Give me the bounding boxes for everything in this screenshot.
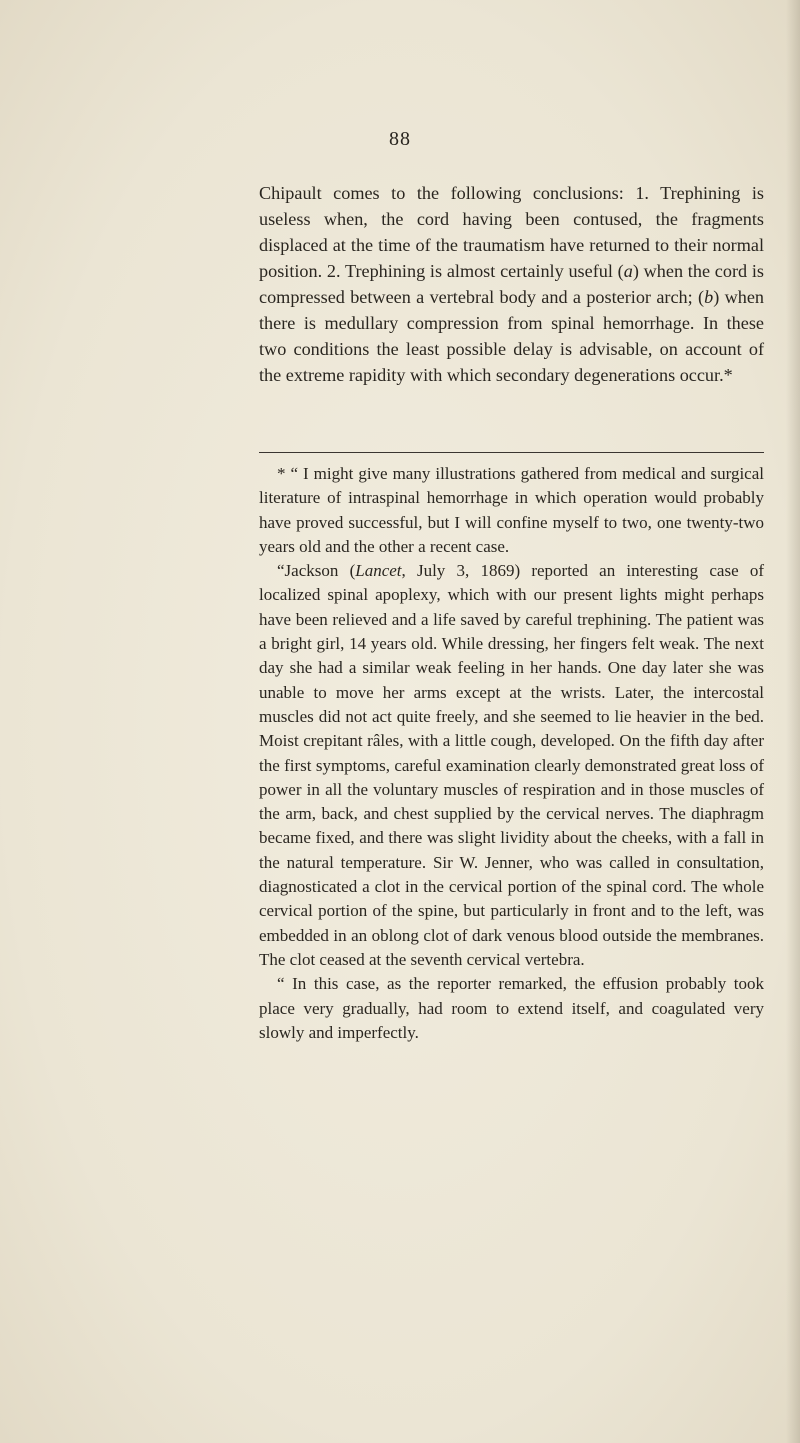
main-text-part: ) when the cord is compressed between a vertebral body and a posterior arch; ( (259, 261, 764, 307)
main-text-part: Chipault comes to the following conclusions: 1. Trephining is useless when, the cord having been contused, the fragments displaced at the time of the traumatism have returned to their normal position. 2. Trephining is almost certainly useful ( (259, 183, 764, 281)
footnote-divider (259, 452, 764, 453)
page-number: 88 (389, 128, 411, 150)
footnote-paragraph-1: * “ I might give many illustrations gathered from medical and surgical literature of intraspinal hemorrhage in which operation would probably have proved successful, but I will confine myself to two, one twenty-two years old and the other a recent case. (259, 464, 764, 556)
main-text-italic-b: b (704, 287, 714, 307)
page-edge-shadow (786, 0, 800, 1443)
footnote (259, 462, 764, 1045)
main-paragraph (259, 180, 764, 388)
main-text-part: ) when there is medullary compression from spinal hemorrhage. In these two conditions the least possible delay is advisable, on account of the extreme rapidity with which secondary degenerations occur.* (259, 287, 764, 385)
footnote-paragraph-2 (259, 559, 764, 972)
footnote-italic-lancet: Lancet (355, 561, 402, 581)
footnote-text-part: “Jackson ( (277, 561, 356, 581)
main-text-italic-a: a (623, 261, 633, 281)
footnote-text-part: , July 3, 1869) reported an interesting case of localized spinal apoplexy, which with our present lights might perhaps have been relieved and a life saved by careful trephining. The patient was a bright girl, 14 years old. While dressing, her fingers felt weak. The next day she had a similar weak feeling in her hands. One day later she was unable to move her arms except at the wrists. Later, the intercostal muscles did not act quite freely, and she seemed to lie heavier in the bed. Moist crepitant râles, with a little cough, developed. On the fifth day after the first symptoms, careful examination clearly demonstrated great loss of power in all the voluntary muscles of respiration and in those muscles of the arm, back, and chest supplied by the cervical nerves. The diaphragm became fixed, and there was slight lividity about the cheeks, with a fall in the natural temperature. Sir W. Jenner, who was called in consultation, diagnosticated a clot in the cervical portion of the spinal cord. The whole cervical portion of the spine, but particularly in front and to the left, was embedded in an oblong clot of dark venous blood outside the membranes. The clot ceased at the seventh cervical vertebra. (259, 561, 764, 969)
footnote-paragraph-3: “ In this case, as the reporter remarked, the effusion probably took place very gradually, had room to extend itself, and coagulated very slowly and imperfectly. (259, 974, 764, 1042)
